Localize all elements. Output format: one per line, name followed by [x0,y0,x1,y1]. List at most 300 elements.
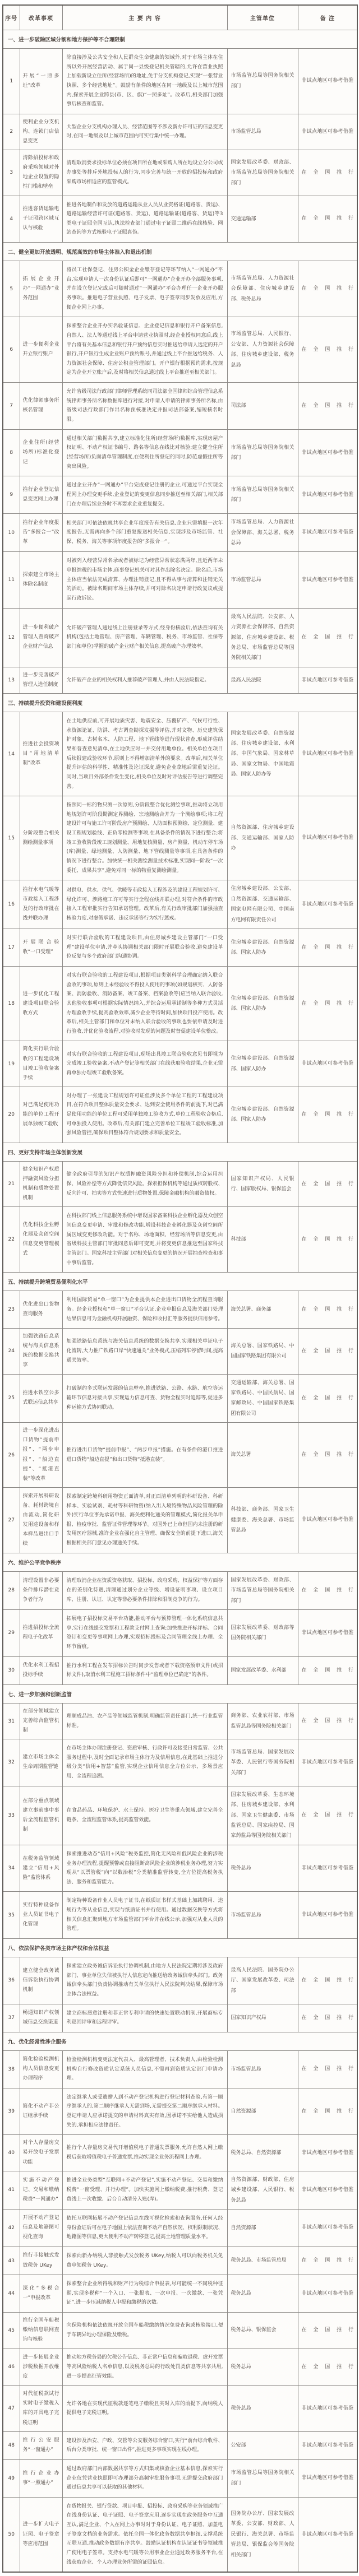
table-row [3,966,357,1041]
cell-reform-item: 进一步便利企业开立银行账户 [20,317,62,383]
cell-remark: 在全国推行 [298,1087,357,1143]
cell-reform-item: 简化不动产非公证继承手续 [20,2088,62,2135]
cell-reform-item: 进一步便利破产管理人查询破产企业财产信息 [20,608,62,667]
cell-responsible-unit: 国家发展改革委、财政部、市场监管总局等国务院相关部门 [227,150,298,196]
section-title: 七、进一步加强和创新监管 [3,1684,357,1703]
cell-responsible-unit: 住房城乡建设部、公安部、自然资源部、交通运输部、国家电网有限公司、中国南方电网有限责任公司 [227,880,298,929]
cell-reform-item: 优化律师事务所核名管理 [20,383,62,430]
cell-main-content: 在食品药品、环境保护、水土保持、医疗卫生等重点领域,建立完善全链条、全流程监管体系,提高监管效能。 [62,1786,227,1845]
cell-remark: 在全国推行 [298,2348,357,2386]
cell-index: 16 [3,880,20,929]
cell-index: 41 [3,2171,20,2209]
cell-reform-item: 进一步拓展企业涉税数据开放维度 [20,2348,62,2386]
cell-responsible-unit: 税务总局 [227,1845,298,1892]
cell-index: 17 [3,929,20,967]
cell-reform-item: 推进招投标全流程电子化改革 [20,1610,62,1657]
table-row [3,1786,357,1845]
cell-remark: 非试点地区可参考借鉴 [298,552,357,608]
cell-main-content: 按照同一标的物只测一次原则,分阶段整合优化测绘事项,推动将立项用地规划许可阶段勘测定界测绘、宗地测绘合并为一个测绘事项;将工程建设许可与施工许可阶段房产预测绘、人防面积预测绘、定位测量、建设工程规划验线、正负零检测等事项,在具备条件的情况下进行整合;将竣工验收阶段竣工规划测量、用地复核测量、房产测量、机动车停车场(库)测量、绿地测量、人防测量、地下管线测量等事项,在具备条件的情况下进行整合。加快统一相关测绘测量技术标准,实现同一阶段“一次委托、成果共享”,避免对同一标的物重复测绘测量。 [62,796,227,880]
cell-remark: 在全国推行 [298,1656,357,1684]
cell-remark: 非试点地区可参考借鉴 [298,2459,357,2497]
cell-remark: 非试点地区可参考借鉴 [298,796,357,880]
cell-responsible-unit: 国家发展改革委、自然资源部、住房城乡建设部、水利部、中国气象局、国家林草局、国家文物局、中国地震局、国家人防办等 [227,712,298,796]
cell-main-content: 在货物报关、银行贷款、项目申报、招投标、政府采购等业务领域推广在线身份认证、电子证照、电子签章应用,逐步实现在政务服务中互通互认,满足企业、个人在网上办事时对于身份认证、电子证照、加盖电子签章文档的业务需求。依托全国一体化政务数据共享枢纽,支撑系统互联互通,推动政务数据有序共享。鼓励认证机构在认证证书等领域推广使用电子签章。支持水电气暖等公用事业企业通过政务服务平台,在线获取企业、个人办理业务所需的证照信息。 [62,2497,227,2572]
cell-index: 2 [3,114,20,150]
cell-reform-item: 畅通知识产权领域信息交换渠道 [20,2004,62,2032]
table-row [3,1291,357,1329]
cell-index: 9 [3,476,20,514]
table-row [3,1423,357,1488]
cell-remark: 在全国推行 [298,1703,357,1739]
cell-reform-item: 健全知识产权质押融资风险分担机制和质物处置机制 [20,1162,62,1207]
cell-responsible-unit: 市场监管总局 [227,1892,298,1939]
cell-responsible-unit: 税务总局 [227,2348,298,2386]
cell-remark: 在全国推行 [298,1291,357,1329]
section-title: 一、进一步破除区域分割和地方保护等不合理限制 [3,30,357,49]
table-row [3,49,357,114]
table-row [3,2459,357,2497]
cell-index: 46 [3,2348,20,2386]
cell-main-content: 通过政府部门内部数据共享等方式归集或核验企业基本信息,探索实行企业仅凭营业执照即可办理部分高频审批服务事项,无需提交政府部门通过信息共享可以获取的其他材料。 [62,2459,227,2497]
cell-reform-item: 分阶段整合相关测绘测量事项 [20,796,62,880]
cell-main-content: 拓展电子招投标交易平台功能,推动平台与预算管理一体化系统信息共享,实行在线提交发票和工程款支付网上查询;加快推进开标评标、合同签订和变更等事项网上办理,实现招标投标及合同管理全线上办理、全环节留痕。 [62,1610,227,1657]
cell-index: 42 [3,2209,20,2247]
cell-reform-item: 开展联合验收“一口受理” [20,929,62,967]
cell-responsible-unit: 国家发展改革委、生态环境部、住房城乡建设部、水利部、国家卫生健康委、市场监管总局、国家疾控局、国家药监局等国务院相关部门 [227,1786,298,1845]
cell-responsible-unit: 国家发展改革委、水利部 [227,1656,298,1684]
cell-remark: 非试点地区可参考借鉴 [298,49,357,114]
cell-main-content: 通过相关部门数据共享,建立标准化住所(经营场所)数据库,实现房屋产权证明、不动产权证书编号、路名等信息在线比对核验;建立健全住所(经营场所)负面清单管理制度,在便利住所登记的同时,防范虚假住所等突出风险。 [62,429,227,476]
cell-responsible-unit: 自然资源部、住房城乡建设部、交通运输部、国家人防办 [227,796,298,880]
cell-reform-item: 深化“多税合一”申报改革 [20,2275,62,2313]
cell-main-content: 推动地方税务局的欠税公告信息、非正常户信息和骗取退税、虚开发票等高风险纳税人名单信息,以及税务总局的行政处罚类信息等共享共用,进一步提高征管效能。 [62,2348,227,2386]
table-row [3,2050,357,2088]
cell-remark: 非试点地区可参考借鉴 [298,1610,357,1657]
table-row [3,1656,357,1684]
cell-main-content: 建立商标恶意注册和非正常专利申请的快速处置联动机制,开展商标专利巡回评审和远程评审。 [62,2004,227,2032]
cell-main-content: 推进各地制作和发放的道路运输从业人员从业资格证(道路客、货运)、道路运输经营许可证(道路客、货运)、道路运输证(道路客、货运)等3类电子证照全国互认,执法检查部门通过电子证照二维码在线核验、网站查询等方式核验电子证照真伪。 [62,196,227,243]
cell-remark: 非试点地区可参考借鉴 [298,2135,357,2171]
cell-reform-item: 企业住所(经营场所)标准化登记 [20,429,62,476]
col-header-index: 序号 [3,5,20,30]
cell-index: 6 [3,317,20,383]
cell-main-content: 检验检测机构变更法定代表人、最高管理者、技术负责人,由检验检测机构自行修改资质认定系统人员信息,不需再到资质认定部门申请办理。 [62,2050,227,2088]
table-row [3,796,357,880]
table-row [3,1329,357,1374]
cell-remark: 非试点地区可参考借鉴 [298,114,357,150]
cell-remark: 非试点地区可参考借鉴 [298,2171,357,2209]
cell-responsible-unit: 最高人民法院 [227,667,298,693]
cell-index: 18 [3,966,20,1041]
cell-index: 15 [3,796,20,880]
cell-responsible-unit: 司法部 [227,383,298,430]
cell-remark: 非试点地区可参考借鉴 [298,2497,357,2572]
cell-main-content: 在市场主体办理注册登记、资质审核、行政许可及接受日常监管、公共服务过程中,及时全面记录市场主体行为及信用信息,在此基础上推进分级分类“信用+智慧”监管,实现企业信用信息全方位公示、多场景应用、全流程追溯。 [62,1739,227,1786]
cell-reform-item: 优化水利工程招投标手续 [20,1656,62,1684]
cell-index: 44 [3,2275,20,2313]
cell-remark: 在全国推行 [298,929,357,967]
table-row [3,2348,357,2386]
table-row [3,317,357,383]
cell-reform-item: 开展“一照多址”改革 [20,49,62,114]
cell-responsible-unit: 税务总局、自然资源部 [227,2135,298,2171]
cell-reform-item: 建立健全政务诚信诉讼执行协调机制 [20,1957,62,2004]
cell-responsible-unit: 海关总署 [227,1423,298,1488]
cell-index: 32 [3,1739,20,1786]
cell-responsible-unit: 税务总局 [227,2275,298,2313]
col-header-reform-item: 改革事项 [20,5,62,30]
cell-index: 33 [3,1786,20,1845]
cell-main-content: 推进全业务类型“互联网+不动产登记”,实施不动产登记、交易和缴纳税费“一窗受理、并行办理”。加快实施网上缴纳税费,推行税费、登记费线上一次收缴、后台自动清分入账(库)。 [62,2171,227,2209]
section-header-row [3,694,357,712]
header-row [3,5,357,30]
cell-main-content: 对实行联合验收的工程建设项目,现场出具竣工联合验收意见书即视为完成竣工验收备案,不动产登记等相关部门在线获取验收结果,企业无需再单独办理竣工验收备案。 [62,1041,227,1087]
cell-remark: 在全国推行 [298,1162,357,1207]
cell-main-content: 大型企业分支机构办理人员、经营范围等不涉及新办许可证的信息变更时,在同一地级及以上城市范围内可实行集中统一办理。 [62,114,227,150]
table-row [3,114,357,150]
cell-remark: 在全国推行 [298,2247,357,2275]
table-header [3,5,357,30]
cell-reform-item: 探索建立市场主体除名制度 [20,552,62,608]
cell-responsible-unit: 交通运输部、海关总署、国家铁路局、中国民航局、国家邮政局、中国国家铁路集团有限公司 [227,1374,298,1423]
cell-reform-item: 在税务监管领域建立“信用+风险”监管体系 [20,1845,62,1892]
cell-remark: 非试点地区可参考借鉴 [298,1041,357,1087]
table-row [3,1487,357,1553]
cell-index: 24 [3,1329,20,1374]
cell-responsible-unit: 国家发展改革委、财政部等国务院相关部门 [227,1610,298,1657]
cell-responsible-unit: 市场监管总局等国务院相关部门 [227,476,298,514]
cell-reform-item: 推行公安服务“一窗通办” [20,2431,62,2459]
cell-index: 23 [3,1291,20,1329]
cell-responsible-unit: 市场监管总局 [227,552,298,608]
cell-main-content: 依托互联网拓展不动产登记信息在线可视化检索和查询服务,任何人经身份验证后可在电子地图上依法查询不动产自然状况、权利限制状况、地籍图等信息,更大便利不动产转移登记,提高土地管理质量水平。 [62,2209,227,2247]
cell-reform-item: 实行特种设备作业人员证书电子化管理 [20,1892,62,1939]
table-row [3,712,357,796]
cell-reform-item: 优化进出口货物查询服务 [20,1291,62,1329]
cell-reform-item: 推行企业登记信息变更网上办理 [20,476,62,514]
cell-index: 27 [3,1487,20,1553]
table-row [3,2135,357,2171]
table-row [3,667,357,693]
cell-index: 19 [3,1041,20,1087]
cell-main-content: 清理取消要求投标单位必须在项目所在地或采购人所在地设立分公司或办事处等排斥外地投标人的行为,同步完善与统一开放的招投标和政府采购市场相适应的监管模式。 [62,150,227,196]
cell-reform-item: 清理设置非必要条件排斥潜在竞争者行为 [20,1571,62,1609]
cell-remark: 非试点地区可参考借鉴 [298,429,357,476]
cell-remark: 非试点地区可参考借鉴 [298,880,357,929]
cell-index: 45 [3,2313,20,2348]
cell-reform-item: 开展不动产登记信息及地籍图可视化查询 [20,2209,62,2247]
cell-reform-item: 加强铁路信息系统与海关信息系统的数据交换共享 [20,1329,62,1374]
cell-responsible-unit: 税务总局、银保监会 [227,2313,298,2348]
cell-reform-item: 实施不动产登记、交易和缴纳税费“一网通办” [20,2171,62,2209]
cell-reform-item: 推行非接触式发放税务 UKey [20,2247,62,2275]
table-body [3,30,357,2573]
cell-main-content: 探索向新办纳税人非接触式发放税务 UKey,纳税人可以向税务机关免费申领税务 UKey。 [62,2247,227,2275]
cell-responsible-unit: 科技部、商务部、国家卫生健康委、海关总署、市场监管总局 [227,1487,298,1553]
cell-main-content: 探索整合企业开办实名验证信息、企业登记信息和银行开户备案信息,自然人、法人等通过线上平台申请营业执照时,经企业授权同意后,线上平台将有关基本信息和银行开户预约信息实时推送给申请人选定的开户银行,开户银行生成企业账户预约账号,并通过线上平台推送给税务、人力资源社会保障、住房公积金管理部门。开户银行根据预约需求,按规定为企业开立账户后,及时将相关信息通过线上平台推送至相关部门。 [62,317,227,383]
cell-remark: 在全国推行 [298,317,357,383]
cell-reform-item: 在部分领域建立完善综合监管机制 [20,1703,62,1739]
table-row [3,1610,357,1657]
col-header-main-content: 主 要 内 容 [62,5,227,30]
cell-main-content: 将员工社保登记、住房公积金企业缴存登记等环节纳入“一网通办”平台,实现申请人一次身份认证后即可“一网通办”企业开办全部服务事项,并在设立登记完成后可随时通过“一网通办”平台办理任一企业开办服务事项。推进电子营业执照、电子发票、电子签章同步发放及应用,方便企业网上办事。 [62,261,227,317]
section-header-row [3,2032,357,2050]
cell-index: 25 [3,1374,20,1423]
table-row [3,150,357,196]
cell-responsible-unit: 国务院办公厅、国家发展改革委、公安部、财政部、人民银行、海关总署、市场监管总局、银保监会等国务院相关部门 [227,2497,298,2572]
cell-main-content: 利用国际贸易“单一窗口”为企业提供本企业进出口货物全流程查询服务。经企业授权和“单一窗口”平台认证,企业申报信息及海关部门处理结果信息可为金融机构开展融资、保险和收付汇等服务提供信用参考。 [62,1291,227,1329]
table-row [3,880,357,929]
cell-remark: 在全国推行 [298,608,357,667]
cell-responsible-unit: 国家发展改革委、财政部、市场监管总局等国务院相关部门 [227,1571,298,1609]
cell-main-content: 推行个人存量房交易代开增值税电子普通发票服务,允许自然人网上缴税后获取增值税电子普通发票,推动实现全业务流程网上办理。 [62,2135,227,2171]
table-row [3,2171,357,2209]
cell-main-content: 建设涉及治安、户政、交管等公安服务综合窗口,实行“前台综合收件、后台分类审批、统一窗口出件”,推进更多事项实现在线办理。 [62,2431,227,2459]
cell-responsible-unit: 市场监管总局等国务院相关部门 [227,429,298,476]
cell-responsible-unit: 市场监管总局等国务院相关部门 [227,49,298,114]
cell-main-content: 允许破产管理人通过线上注册登录等方式,经身份核验后,依法查询有关机构(包括土地管理、房产管理、车辆管理、税务、市场监管、社保等部门和单位)掌握的破产企业财产相关信息,提高破产办理效率。 [62,608,227,667]
cell-index: 21 [3,1162,20,1207]
cell-remark: 在全国推行 [298,1374,357,1423]
cell-remark: 在全国推行 [298,1423,357,1488]
table-row [3,514,357,552]
cell-responsible-unit: 市场监管总局 [227,114,298,150]
section-header-row [3,1553,357,1571]
cell-main-content: 清理取消企业在资质资格获取、招投标、政府采购、权益保护等方面存在的差别化待遇,清理通过划分企业等级、增设证明事项、设立项目库、注册、认证、认定等非必要条件排除和限制竞争的行为。 [62,1571,227,1609]
table-row [3,261,357,317]
table-row [3,1087,357,1143]
cell-main-content: 探索制定跨境科研用物资正面清单,对正面清单列明的科研设备、科研样本、实验试剂、耗材等科研物资(纳入出入境特殊物品风险管理的除外)实行单位事先承诺申报、海关便利化通关的管理模式,简化报关单申报、检疫审批、监管证件管理等环节。对国外已上市但国内未注册的研发用医疗器械,准许企业在强化自主管理、确保安全的前提下进口,海关根据相关部门意见办理通关手续。 [62,1487,227,1553]
cell-index: 30 [3,1656,20,1684]
cell-reform-item: 对代征税款试行实时电子缴税入库的开具电子完税证明 [20,2386,62,2431]
cell-responsible-unit: 自然资源部 [227,2088,298,2135]
table-row [3,2247,357,2275]
section-header-row [3,1143,357,1162]
table-row [3,1957,357,2004]
cell-responsible-unit: 税务总局、市场监管总局 [227,2247,298,2275]
cell-main-content: 健全政府引导的知识产权质押融资风险分担和补偿机制,综合运用担保、风险补偿等方式降低信贷风险。探索担保机构等通过质权转股权、反向许可、拍卖等方式快速进行质物处置,保障金融机构的融资债权。 [62,1162,227,1207]
cell-responsible-unit: 商务部、农业农村部、市场监管总局等国务院相关部门 [227,1703,298,1739]
cell-remark: 在全国推行 [298,2313,357,2348]
section-header-row [3,243,357,261]
cell-reform-item: 拓展企业开办“一网通办”业务范围 [20,261,62,317]
table-row [3,2275,357,2313]
cell-responsible-unit: 海关总署、商务部 [227,1291,298,1329]
cell-index: 39 [3,2088,20,2135]
table-row [3,2497,357,2572]
table-row [3,1041,357,1087]
cell-reform-item: 推行水电气暖等市政接入工程涉及的行政审批在线并联办理 [20,880,62,929]
section-title: 五、持续提升跨境贸易便利化水平 [3,1273,357,1291]
cell-responsible-unit: 市场监管总局、人力资源社会保障部、海关总署、税务总局 [227,514,298,552]
cell-reform-item: 推进客货运输电子证照跨区域互认与核验 [20,196,62,243]
cell-responsible-unit: 住房城乡建设部、自然资源部、国家人防办 [227,1087,298,1143]
table-row [3,1374,357,1423]
reform-items-table [2,4,358,2573]
cell-remark: 在全国推行 [298,196,357,243]
section-title: 二、健全更加开放透明、规范高效的市场主体准入和退出机制 [3,243,357,261]
cell-responsible-unit: 住房城乡建设部、自然资源部、国家人防办 [227,966,298,1041]
cell-responsible-unit: 国家知识产权局、人民银行、国家版权局、银保监会 [227,1162,298,1207]
cell-remark: 在全国推行 [298,383,357,430]
cell-index: 35 [3,1892,20,1939]
table-row [3,383,357,430]
cell-index: 11 [3,552,20,608]
cell-responsible-unit: 市场监管总局、国家发展改革委、人民银行等国务院相关部门 [227,1739,298,1786]
cell-main-content: 探索整合企业所得税和财产行为税综合申报表,尽可能统一不同税种征期,实现多税种“一个入口、一张报表、一次申报、一次缴款、一张凭证”,进一步压减纳税人申报和缴税的次数。 [62,2275,227,2313]
cell-reform-item: 清除招投标和政府采购领域对外地企业设置的隐性门槛和壁垒 [20,150,62,196]
cell-remark: 在全国推行 [298,966,357,1041]
cell-responsible-unit: 税务总局 [227,2386,298,2431]
cell-remark: 在全国推行 [298,2004,357,2032]
cell-index: 1 [3,49,20,114]
cell-index: 8 [3,429,20,476]
table-row [3,1571,357,1609]
cell-main-content: 向保险机构依法依规开放全国车船税缴纳情况免费查询或核验接口,便于车辆异地办理保险及缴税。 [62,2313,227,2348]
cell-reform-item: 便利企业分支机构、连锁门店信息变更 [20,114,62,150]
table-row [3,2209,357,2247]
cell-reform-item: 推行企业年度报告“多报合一”改革 [20,514,62,552]
cell-remark: 非试点地区可参考借鉴 [298,1845,357,1892]
cell-remark: 在全国推行 [298,1207,357,1273]
table-row [3,2431,357,2459]
cell-responsible-unit: 市场监管总局等国务院相关部门 [227,2459,298,2497]
cell-index: 3 [3,150,20,196]
table-row [3,196,357,243]
cell-main-content: 推行水利工程在发布招标公告时同步发售或者下载资格预审文件(或招标文件),取消水利工程施工招标条件中“监理单位已确定”的条件。 [62,1656,227,1684]
table-row [3,2386,357,2431]
cell-remark: 非试点地区可参考借鉴 [298,476,357,514]
cell-reform-item: 对个人存量房交易开放电子发票功能 [20,2135,62,2171]
cell-index: 47 [3,2386,20,2431]
cell-remark: 在全国推行 [298,1957,357,2004]
cell-responsible-unit: 交通运输部 [227,196,298,243]
cell-main-content: 打破制约多式联运发展的信息壁垒,推进铁路、公路、水路、航空等运输环节信息对接共享,实现运力信息可查、货物全程实时追踪等,促进多种运输方式协同联动。 [62,1374,227,1423]
cell-index: 38 [3,2050,20,2088]
table-row [3,2313,357,2348]
cell-reform-item: 进一步优化工程建设项目联合验收方式 [20,966,62,1041]
cell-main-content: 探索建立政务诚信诉讼执行协调机制,由地方人民法院定期将涉及政府部门、事业单位失信被执行人信息定向推送给政务诚信牵头部门。政务诚信牵头部门负责协调推动有关单位执行人民法院判决结果,保障市场主体合法权益。 [62,1957,227,2004]
cell-main-content: 允许各地在实现代征税款逐笔电子缴税且实时入库的前提下,向纳税人提供电子完税证明。 [62,2386,227,2431]
cell-main-content: 对办理了一张建设工程规划许可证但涉及多个单位工程的工程建设项目,在符合项目整体质量安全要求、达到安全使用条件的前提下,对已满足使用功能的单位工程可采用单独竣工验收方式,单位工程验收合格后,可单独投入使用。改革后,有关部门建立完善单位工程竣工验收标准,加强风险管控,确保项目整体符合规划要求和质量安全。 [62,1087,227,1143]
cell-remark: 非试点地区可参考借鉴 [298,1739,357,1786]
cell-index: 22 [3,1207,20,1273]
cell-remark: 非试点地区可参考借鉴 [298,514,357,552]
cell-main-content: 除直接涉及公共安全和人民群众生命健康的领域外,对于市场主体在住所以外开展经营活动、属于同一县级登记机关管辖的,允许在营业执照上加载新设立住所(经营场所)的地址,免于分支机构登记,实现“一张营业执照、多个经营地址”。鼓励有条件的地区在同一地级及以上城市范围内,探索开展企业跨县(市、区、旗)“一照多址”。改革后,相关部门加强事后核查和监管。 [62,49,227,114]
section-title: 八、依法保护各类市场主体产权和合法权益 [3,1939,357,1957]
cell-reform-item: 在部分重点领域建立事前事中事后全流程监管机制 [20,1786,62,1845]
cell-remark: 在全国推行 [298,1571,357,1609]
table-row [3,1845,357,1892]
cell-responsible-unit: 自然资源部 [227,2209,298,2247]
cell-index: 14 [3,712,20,796]
cell-reform-item: 建立市场主体全生命周期监管链 [20,1739,62,1786]
cell-main-content: 通过企业开办“一网通办”平台完成登记注册的企业,可通过平台实现全程网上办理变更手续,企业登记的变更信息同步推送至相关部门,相关部门在办理后续业务时不再要求企业重复提交。 [62,476,227,514]
cell-responsible-unit: 公安部 [227,2431,298,2459]
cell-remark: 在全国推行 [298,2050,357,2088]
cell-main-content: 对实行联合验收的工程建设项目,根据项目类别科学合理确定纳入联合验收的事项,原则上未经验收不得投入使用的事项(如规划核实、人防备案、消防验收、消防备案、竣工备案、档案验收等)应当纳入联合验收,其他验收事项可根据实际情况纳入,并综合运用承诺制等多种方式灵活办理验收手续,提高验收效率,减少企业等待时间,加快项目投产使用。改革后,相关主管部门和单位对未纳入联合验收的事项也要依申请及时进行验收,并优化验收流程,对验收时发现的问题及时督促建设单位整改。 [62,966,227,1041]
section-header-row [3,1939,357,1957]
table-row [3,1162,357,1207]
cell-main-content: 制定特种设备作业人员电子证书,在纸质证书样式基础上加载聘用、违规行为等从业信息,实现与纸质证书并行使用。通过数据交换等方式将相关信息汇聚到地方市场监管部门平台并在线公示,加强对从业人员的管理。 [62,1892,227,1939]
cell-remark: 非试点地区可参考借鉴 [298,2386,357,2431]
cell-main-content: 加强铁路信息系统与海关信息系统的数据交换共享,实现相关单证电子化流转,大力推广铁路口岸“快速通关”业务模式,压缩列车停留时间,提高通关效率。 [62,1329,227,1374]
table-row [3,929,357,967]
col-header-remark: 备 注 [298,5,357,30]
cell-index: 7 [3,383,20,430]
cell-remark: 在全国推行 [298,1329,357,1374]
cell-remark: 非试点地区可参考借鉴 [298,1892,357,1939]
cell-reform-item: 推行企业办事“一照通办” [20,2459,62,2497]
cell-remark: 在全国推行 [298,261,357,317]
cell-reform-item: 推行全国车船税缴纳信息联网查询与核验 [20,2313,62,2348]
cell-main-content: 相关部门可依法依规共享企业年度报告有关信息,企业只需填报一次年度报告,无需再向多个部门重复报送相关信息,实现涉及市场监管、社保、税务、海关等事项年度报告的“多报合一”。 [62,514,227,552]
table-row [3,1892,357,1939]
cell-remark: 非试点地区可参考借鉴 [298,712,357,796]
cell-remark: 非试点地区可参考借鉴 [298,667,357,693]
table-row [3,429,357,476]
table-row [3,1739,357,1786]
cell-index: 29 [3,1610,20,1657]
section-header-row [3,1273,357,1291]
cell-index: 31 [3,1703,20,1739]
cell-remark: 非试点地区可参考借鉴 [298,2209,357,2247]
cell-main-content: 允许省级司法行政部门律师管理系统同司法部全国律师综合管理信息系统律师事务所名称数据库进行对接,对申请人申请的律师事务所名称,由省级司法行政部门作出名称预核准决定并报司法部备案,缩短核名时限。 [62,383,227,430]
cell-reform-item: 对已满足使用功能的单位工程开展单独竣工验收 [20,1087,62,1143]
table-row [3,2004,357,2032]
cell-reform-item: 优化科技企业孵化器及众创空间信息变更管理模式 [20,1207,62,1273]
cell-responsible-unit: 国家知识产权局 [227,2004,298,2032]
cell-index: 26 [3,1423,20,1488]
cell-responsible-unit: 科技部 [227,1207,298,1273]
table-row [3,1703,357,1739]
cell-index: 12 [3,608,20,667]
cell-main-content: 对被列入经营异常名录或者被标记为经营异常状态满两年,且近两年未申报纳税的市场主体,商事登记机关可对其作出除名决定。除名后,市场主体应当依法完成清算、办理注销登记,且不得从事与清算和注销无关的活动。被除名期间市场主体存续,并可对除名决定申请行政复议或提起行政诉讼。 [62,552,227,608]
cell-reform-item: 进一步深化进出口货物“提前申报”、“两步申报”、“船边直提”、“抵港直装”等改革 [20,1423,62,1488]
section-title: 九、优化经常性涉企服务 [3,2032,357,2050]
cell-responsible-unit: 市场监管总局、人力资源社会保障部、住房城乡建设部、税务总局 [227,261,298,317]
cell-responsible-unit: 自然资源部、财政部、住房城乡建设部、人民银行、税务总局 [227,2171,298,2209]
cell-index: 37 [3,2004,20,2032]
cell-reform-item: 简化实行联合验收的工程建设项目竣工验收备案手续 [20,1041,62,1087]
cell-main-content: 推行进出口货物“提前申报”、“两步申报”措施。在有条件的港口推进进口货物“船边直提”和出口货物“抵港直装”。 [62,1423,227,1488]
cell-main-content: 在科技部门线上信息服务系统中增设国家备案科技企业孵化器及众创空间信息变更申请、审批和修改功能,增设科技企业孵化器及众创空间所属区域变更修改功能。对于名称、场地面积、经营场所等信息变更,由省级科技主管部门审批同意后即可变更,并将变更信息推送至国家科技主管部门。国家科技主管部门对相关信息变更的情况开展抽查检查和事中事后监管。 [62,1207,227,1273]
cell-index: 34 [3,1845,20,1892]
cell-responsible-unit: 市场监管总局 [227,2050,298,2088]
cell-index: 48 [3,2431,20,2459]
table-row [3,2088,357,2135]
cell-main-content: 对供电、供水、供气、供暖等市政接入工程涉及的建设工程规划许可、绿化许可、涉路施工许可等实行全程在线并联办理,对符合条件的市政接入工程审批实行告知承诺管理。改革后,有关行政审批部门加强抽查核验力度,对虚假承诺、违反承诺等行为实行惩戒。 [62,880,227,929]
cell-reform-item: 探索开展科研设备、耗材跨境自由流动,简化研发用途设备和样本样品进出口手续 [20,1487,62,1553]
cell-index: 20 [3,1087,20,1143]
cell-main-content: 探索推进动态“信用+风险”税务监控,简化无风险和低风险企业的涉税业务办理流程,提醒预警或直接阻断高风险企业的涉税业务办理,努力实现从“以票管税”向“以数治税”分类精准监管转变,全方位提高税务执法、服务和监管能力。 [62,1845,227,1892]
cell-index: 13 [3,667,20,693]
table-row [3,476,357,514]
cell-index: 50 [3,2497,20,2572]
section-header-row [3,1684,357,1703]
table-row [3,608,357,667]
cell-reform-item: 推进水铁空公多式联运信息共享 [20,1374,62,1423]
cell-index: 28 [3,1571,20,1609]
cell-responsible-unit: 市场监管总局、人民银行、公安部、人力资源社会保障部、住房城乡建设部、税务总局 [227,317,298,383]
cell-remark: 在全国推行 [298,2088,357,2135]
cell-remark: 在全国推行 [298,150,357,196]
cell-index: 10 [3,514,20,552]
cell-reform-item: 推进社会投资项目“用地清单制”改革 [20,712,62,796]
cell-responsible-unit: 海关总署、国家铁路局、中国国家铁路集团有限公司 [227,1329,298,1374]
cell-remark: 在全国推行 [298,1786,357,1845]
section-title: 三、持续提升投资和建设便利度 [3,694,357,712]
